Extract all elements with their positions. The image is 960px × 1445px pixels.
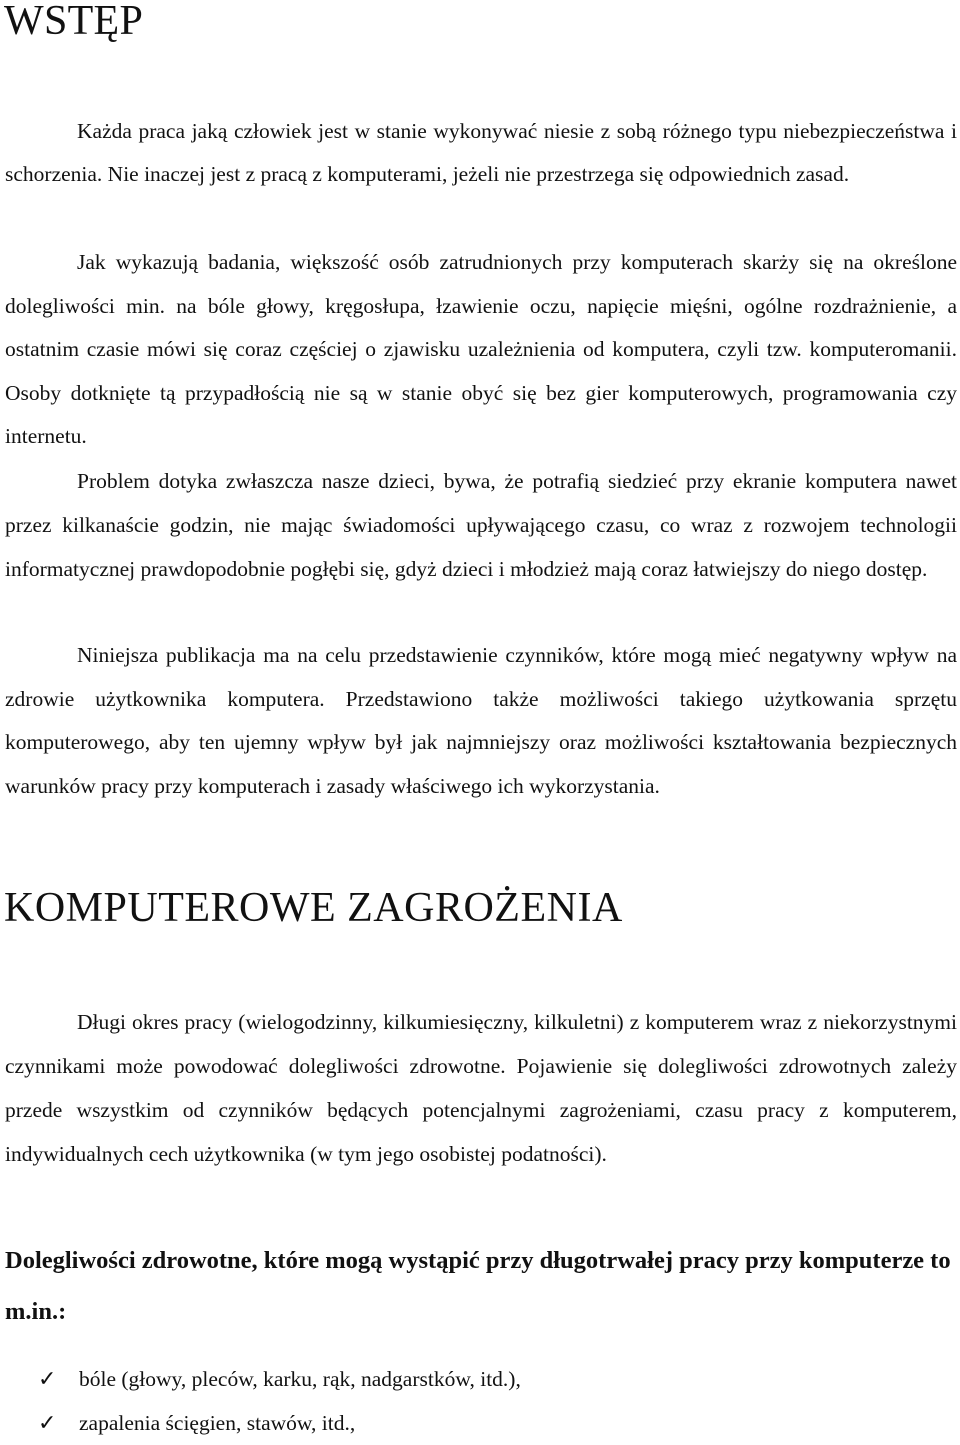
list-item-text: zapalenia ścięgien, stawów, itd., [79, 1411, 356, 1435]
intro-paragraph-2: Jak wykazują badania, większość osób zatrudnionych przy komputerach skarży się na określone dolegliwości min. na bóle głowy, kręgosłupa, łzawienie oczu, napięcie mięśni, ogólne rozdrażnienie, a ostatnim czasie mówi się coraz częściej o zjawisku uzależnienia od komputera, czyli tzw. komputeromanii. Osoby dotknięte tą przypadłością nie są w stanie obyć się bez gier komputerowych, programowania czy internetu. [5, 250, 957, 448]
ailments-list [0, 1357, 960, 1445]
section-heading-intro: WSTĘP [4, 0, 144, 44]
section-heading-threats: KOMPUTEROWE ZAGROŻENIA [4, 885, 623, 931]
list-item-text: bóle (głowy, pleców, karku, rąk, nadgarstków, itd.), [79, 1367, 521, 1391]
intro-paragraph-4: Niniejsza publikacja ma na celu przedstawienie czynników, które mogą mieć negatywny wpływ na zdrowie użytkownika komputera. Przedstawiono także możliwości takiego użytkowania sprzętu komputerowego, aby ten ujemny wpływ był jak najmniejszy oraz możliwości kształtowania bezpiecznych warunków pracy przy komputerach i zasady właściwego ich wykorzystania. [5, 643, 957, 798]
threats-paragraph: Długi okres pracy (wielogodzinny, kilkumiesięczny, kilkuletni) z komputerem wraz z niekorzystnymi czynnikami może powodować dolegliwości zdrowotne. Pojawienie się dolegliwości zdrowotnych zależy przede wszystkim od czynników będących potencjalnymi zagrożeniami, czasu pracy z komputerem, indywidualnych cech użytkownika (w tym jego osobistej podatności). [5, 1010, 957, 1166]
intro-paragraph-3: Problem dotyka zwłaszcza nasze dzieci, bywa, że potrafią siedzieć przy ekranie komputera nawet przez kilkanaście godzin, nie mając świadomości upływającego czasu, co wraz z rozwojem technologii informatycznej prawdopodobnie pogłębi się, gdyż dzieci i młodzież mają coraz łatwiejszy do niego dostęp. [5, 469, 957, 581]
list-item [0, 1401, 960, 1445]
intro-paragraph-1: Każda praca jaką człowiek jest w stanie wykonywać niesie z sobą różnego typu niebezpieczeństwa i schorzenia. Nie inaczej jest z pracą z komputerami, jeżeli nie przestrzega się odpowiednich zasad. [5, 119, 957, 186]
list-item [0, 1357, 960, 1401]
checkmark-icon: ✓ [38, 1366, 57, 1391]
checkmark-icon: ✓ [38, 1410, 57, 1435]
ailments-subheading: Dolegliwości zdrowotne, które mogą wystąpić przy długotrwałej pracy przy komputerze to m.in.: [5, 1247, 951, 1325]
